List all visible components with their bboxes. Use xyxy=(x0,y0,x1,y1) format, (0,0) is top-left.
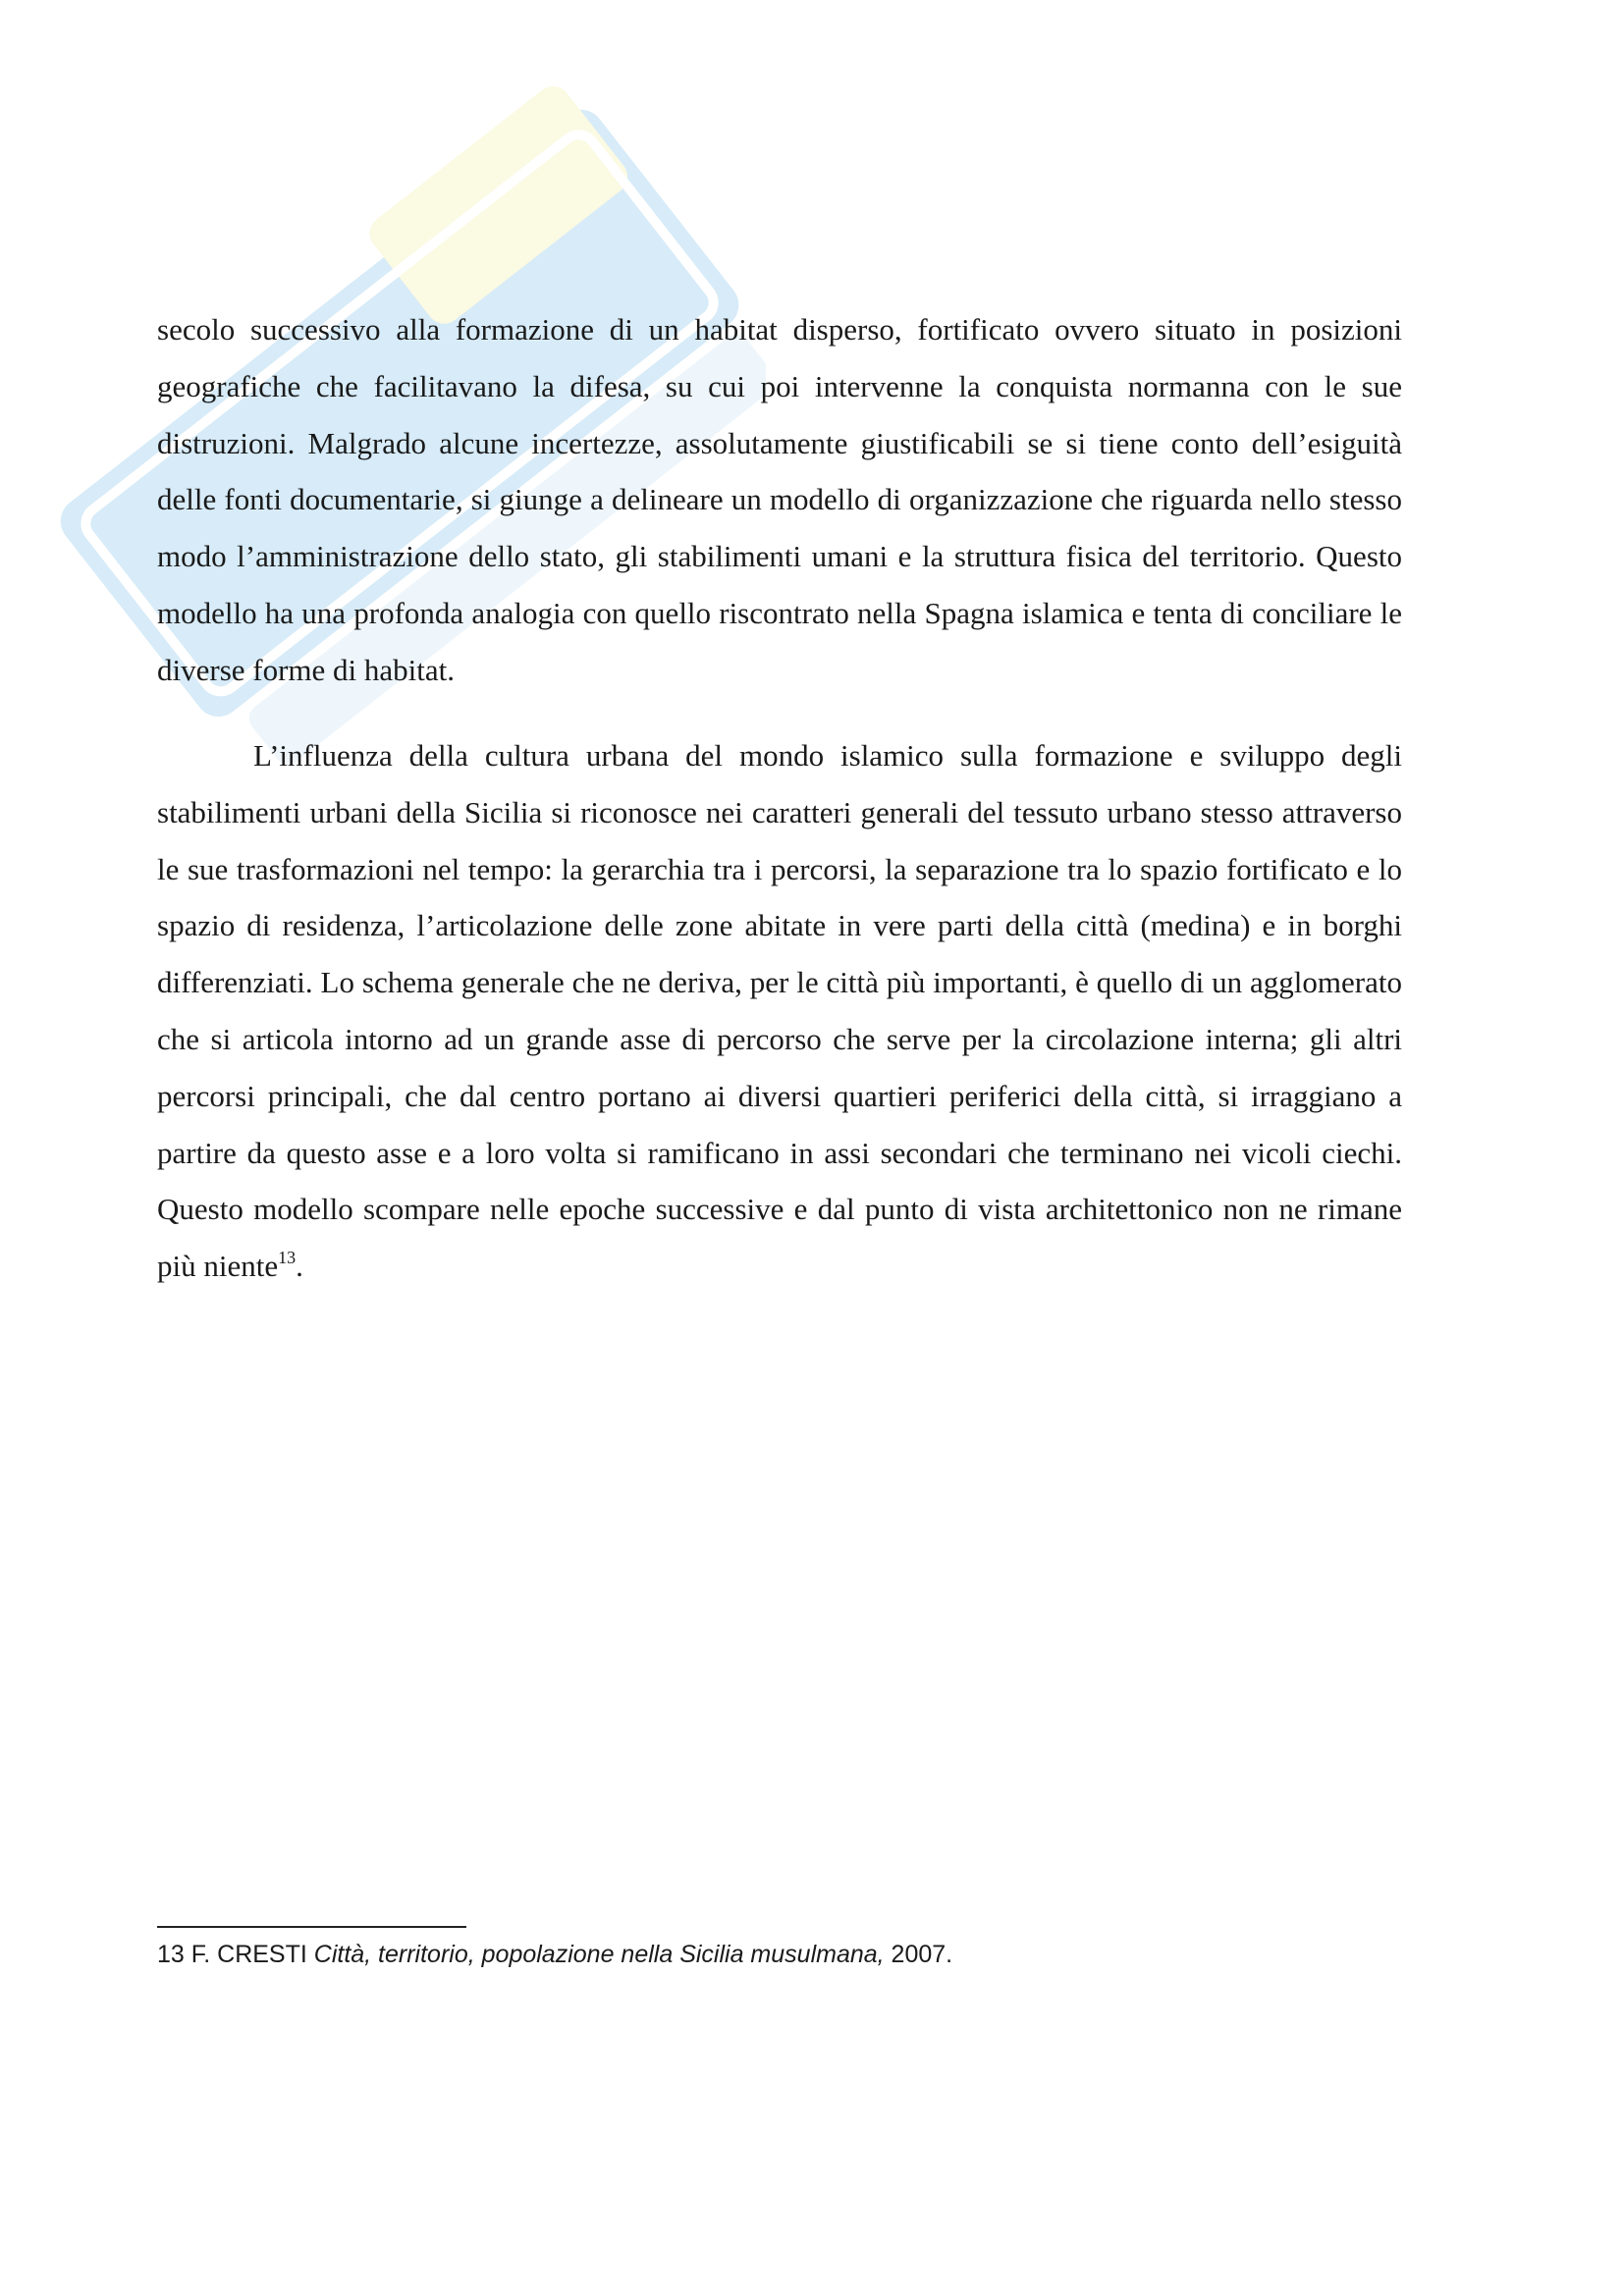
paragraph-2-text: L’influenza della cultura urbana del mondo islamico sulla formazione e sviluppo degli stabilimenti urbani della Sicilia si riconosce nei caratteri generali del tessuto urbano stesso attraverso le sue trasformazioni nel tempo: la gerarchia tra i percorsi, la separazione tra lo spazio fortificato e lo spazio di residenza, l’articolazione delle zone abitate in vere parti della città (medina) e in borghi differenziati. Lo schema generale che ne deriva, per le città più importanti, è quello di un agglomerato che si articola intorno ad un grande asse di percorso che serve per la circolazione interna; gli altri percorsi principali, che dal centro portano ai diversi quartieri periferici della città, si irraggiano a partire da questo asse e a loro volta si ramificano in assi secondari che terminano nei vicoli ciechi. Questo modello scompare nelle epoche successive e dal punto di vista architettonico non ne rimane più niente xyxy=(157,738,1402,1284)
paragraph-2 xyxy=(157,727,1402,1295)
footnote-title: Città, territorio, popolazione nella Sicilia musulmana, xyxy=(313,1941,885,1968)
paragraph-1-text: secolo successivo alla formazione di un habitat disperso, fortificato ovvero situato in posizioni geografiche che facilitavano la difesa, su cui poi intervenne la conquista normanna con le sue distruzioni. Malgrado alcune incertezze, assolutamente giustificabili se si tiene conto dell’esiguità delle fonti documentarie, si giunge a delineare un modello di organizzazione che riguarda nello stesso modo l’amministrazione dello stato, gli stabilimenti umani e la struttura fisica del territorio. Questo modello ha una profonda analogia con quello riscontrato nella Spagna islamica e tenta di conciliare le diverse forme di habitat. xyxy=(157,312,1402,687)
footnote-prefix: 13 F. CRESTI xyxy=(157,1941,314,1968)
footnote-suffix: 2007. xyxy=(884,1941,953,1968)
paragraph-2-period: . xyxy=(296,1249,303,1284)
paragraph-1 xyxy=(157,301,1402,699)
footnote-reference[interactable]: 13 xyxy=(278,1248,297,1268)
footnote-separator xyxy=(157,1926,466,1928)
footnote-13 xyxy=(157,1938,1402,1971)
